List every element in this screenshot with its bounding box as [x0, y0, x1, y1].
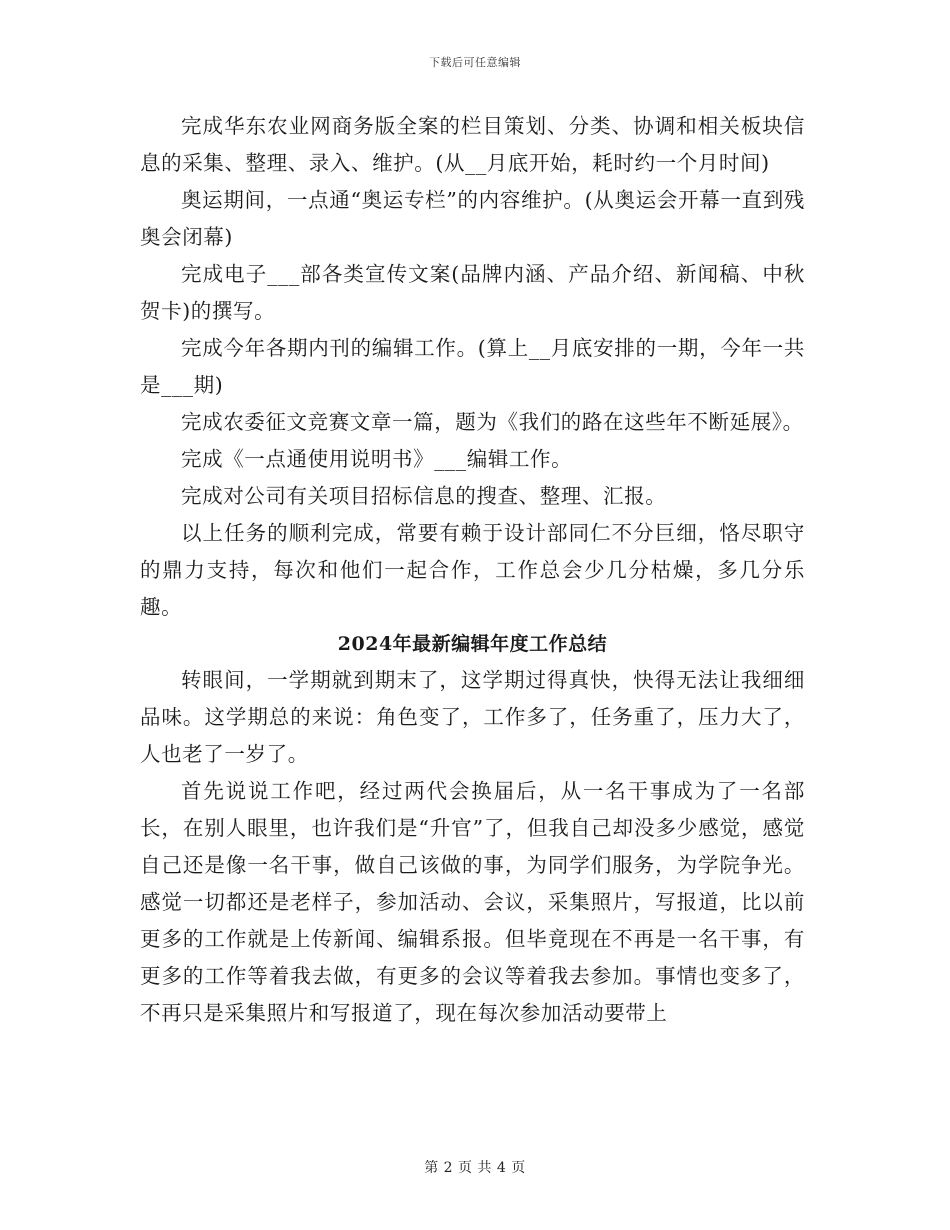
paragraph: 完成《一点通使用说明书》___编辑工作。	[181, 447, 573, 471]
paragraph: 完成华东农业网商务版全案的栏目策划、分类、协调和相关板块信息的采集、整理、录入、维护。(从__月底开始，耗时约一个月时间)	[140, 114, 805, 175]
page-number-footer: 第 2 页 共 4 页	[424, 1160, 526, 1176]
paragraph: 完成对公司有关项目招标信息的搜查、整理、汇报。	[181, 484, 667, 508]
paragraph: 完成电子___部各类宣传文案(品牌内涵、产品介绍、新闻稿、中秋贺卡)的撰写。	[140, 262, 805, 323]
paragraph: 奥运期间，一点通“奥运专栏”的内容维护。(从奥运会开幕一直到残奥会闭幕)	[140, 188, 805, 249]
paragraph: 完成农委征文竞赛文章一篇，题为《我们的路在这些年不断延展》。	[181, 410, 804, 434]
paragraph: 转眼间，一学期就到期末了，这学期过得真快，快得无法让我细细品味。这学期总的来说：角色变了，工作多了，任务重了，压力大了，人也老了一岁了。	[140, 668, 805, 766]
paragraph: 完成今年各期内刊的编辑工作。(算上__月底安排的一期，今年一共是___期)	[140, 336, 805, 397]
section-title: 2024年最新编辑年度工作总结	[337, 633, 608, 655]
paragraph: 以上任务的顺利完成，常要有赖于设计部同仁不分巨细，恪尽职守的鼎力支持，每次和他们一起合作，工作总会少几分枯燥，多几分乐趣。	[140, 521, 805, 619]
paragraph: 首先说说工作吧，经过两代会换届后，从一名干事成为了一名部长，在别人眼里，也许我们是“升官”了，但我自己却没多少感觉，感觉自己还是像一名干事，做自己该做的事，为同学们服务，为学院争光。感觉一切都还是老样子，参加活动、会议，采集照片，写报道，比以前更多的工作就是上传新闻、编辑系报。但毕竟现在不再是一名干事，有更多的工作等着我去做，有更多的会议等着我去参加。事情也变多了，不再只是采集照片和写报道了，现在每次参加活动要带上	[140, 779, 805, 1025]
document-body	[140, 108, 805, 1032]
page-header: 下载后可任意编辑	[429, 56, 521, 69]
